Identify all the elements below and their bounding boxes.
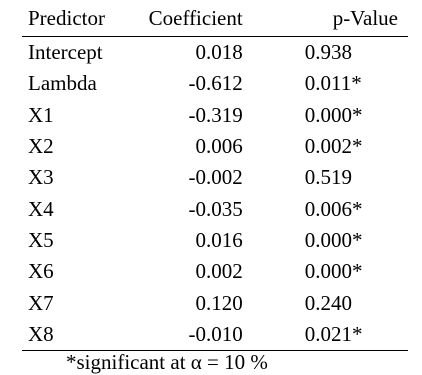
table-row	[22, 287, 408, 318]
table-header	[22, 0, 408, 37]
table-row	[22, 193, 408, 224]
cell-p-value: 0.021*	[243, 319, 408, 351]
cell-coefficient: 0.018	[195, 40, 243, 65]
header-predictor: Predictor	[22, 0, 135, 37]
table-body	[22, 37, 408, 351]
header-coefficient: Coefficient	[135, 0, 243, 37]
cell-predictor: X4	[28, 196, 54, 221]
cell-predictor: X2	[28, 134, 54, 159]
cell-coefficient: 0.002	[195, 259, 243, 284]
header-row	[22, 0, 408, 37]
cell-p-value: 0.006*	[304, 196, 363, 221]
cell-p-value: 0.011*	[304, 71, 362, 96]
cell-predictor: Lambda	[28, 71, 97, 96]
table-row	[22, 131, 408, 162]
cell-coefficient: -0.010	[135, 319, 243, 351]
cell-coefficient: 0.006	[195, 134, 243, 159]
cell-p-value: 0.000*	[304, 102, 363, 127]
cell-coefficient: -0.319	[188, 102, 243, 127]
table-row	[22, 319, 408, 351]
cell-coefficient: -0.035	[188, 196, 243, 221]
cell-p-value: 0.002*	[304, 134, 363, 159]
header-p-value: p-Value	[243, 0, 408, 37]
table-row	[22, 225, 408, 256]
table-row	[22, 100, 408, 131]
significance-footnote: *significant at α = 10 %	[66, 350, 268, 374]
table-row	[22, 37, 408, 69]
cell-predictor: X1	[28, 102, 54, 127]
cell-predictor: X6	[28, 259, 54, 284]
cell-predictor: X8	[22, 319, 135, 351]
cell-p-value: 0.519	[304, 165, 352, 190]
cell-p-value: 0.000*	[304, 227, 363, 252]
cell-coefficient: -0.002	[188, 165, 243, 190]
cell-coefficient: -0.612	[188, 71, 243, 96]
cell-predictor: X7	[28, 290, 54, 315]
cell-coefficient: 0.016	[195, 227, 243, 252]
cell-predictor: X3	[28, 165, 54, 190]
regression-results-table	[22, 0, 408, 351]
cell-predictor: X5	[28, 227, 54, 252]
cell-predictor: Intercept	[28, 40, 103, 65]
table-row	[22, 68, 408, 99]
cell-p-value: 0.240	[304, 290, 352, 315]
cell-coefficient: 0.120	[195, 290, 243, 315]
table-row	[22, 256, 408, 287]
cell-p-value: 0.000*	[304, 259, 363, 284]
regression-results-table-container	[22, 0, 408, 351]
cell-p-value: 0.938	[304, 40, 352, 65]
table-row	[22, 162, 408, 193]
